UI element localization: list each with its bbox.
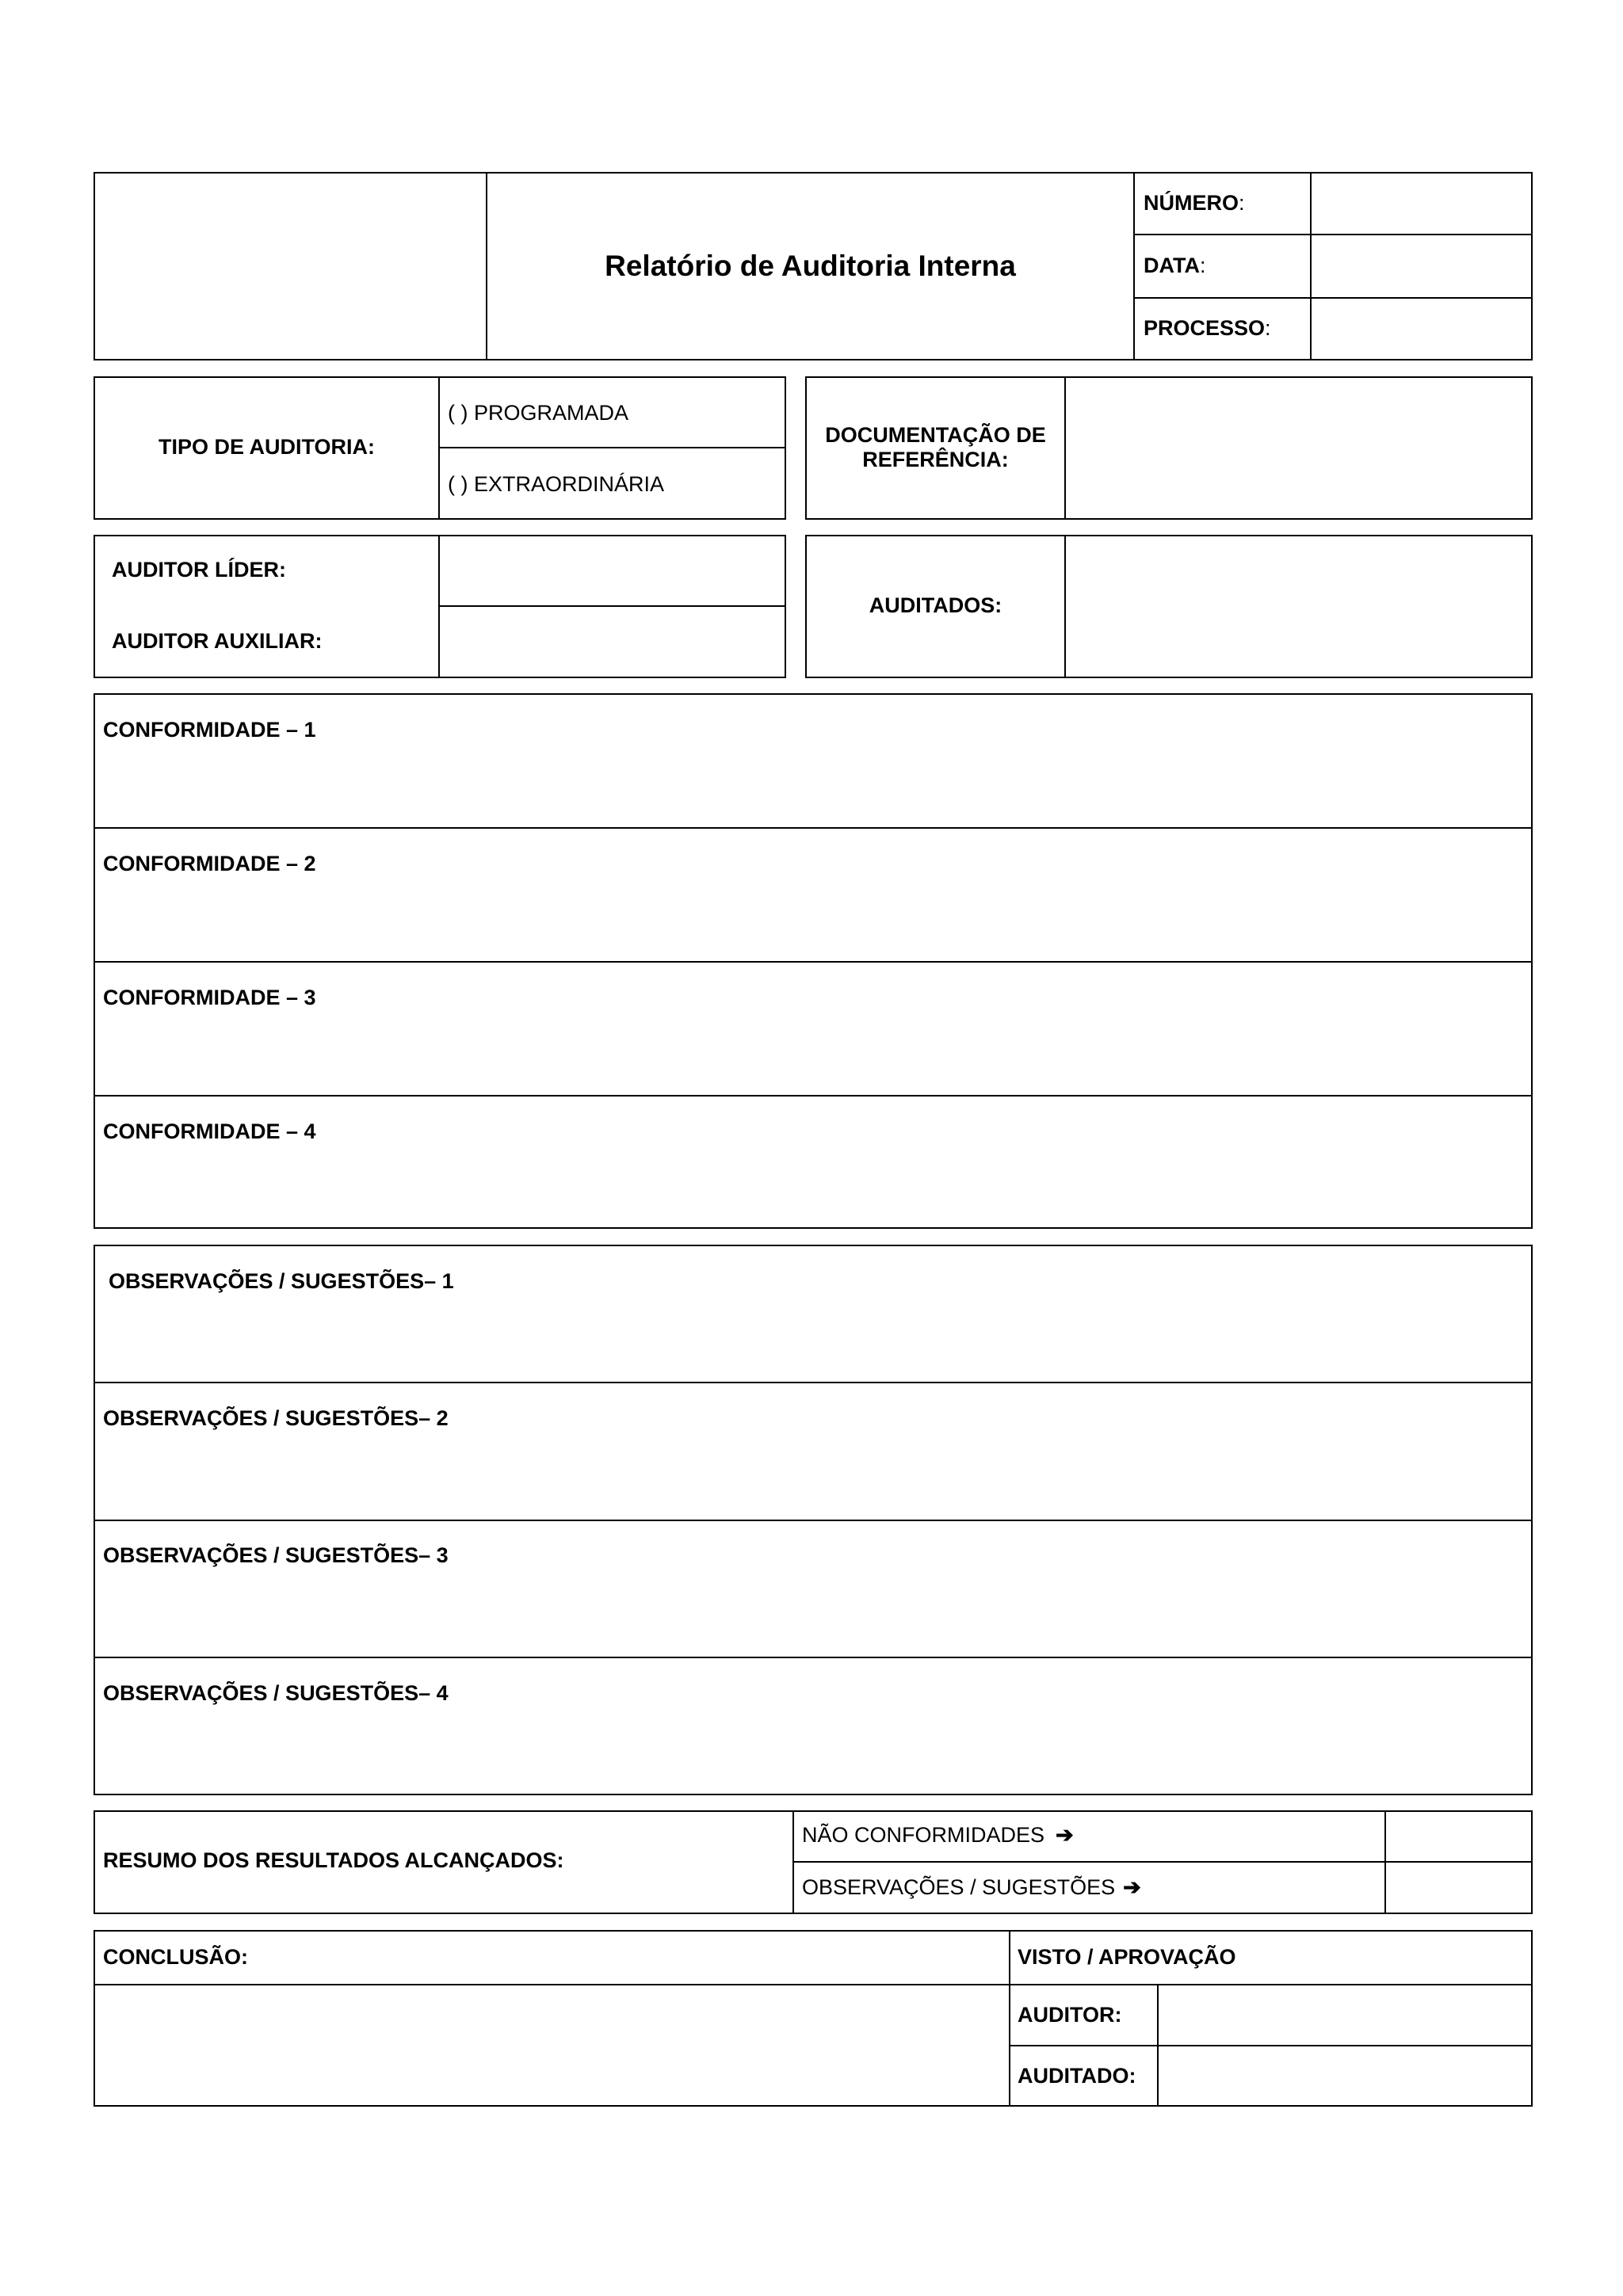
conformidade-divider: [94, 1095, 1533, 1097]
documentacao-label-line1: DOCUMENTAÇÃO DE: [825, 423, 1046, 447]
processo-field[interactable]: [1314, 301, 1529, 358]
observacao-divider: [94, 1657, 1533, 1658]
nao-conformidades-count-field[interactable]: [1388, 1814, 1529, 1859]
header-row-divider: [1133, 234, 1533, 235]
processo-label-colon: :: [1265, 316, 1271, 340]
observacao-3-field[interactable]: [97, 1574, 1529, 1654]
documentacao-divider: [1064, 376, 1066, 520]
header-divider: [1310, 172, 1312, 360]
header-divider: [1133, 172, 1135, 360]
conformidade-2-label: CONFORMIDADE – 2: [103, 852, 316, 875]
nao-conformidades-label: NÃO CONFORMIDADES: [802, 1823, 1045, 1847]
conclusao-row-divider: [94, 1984, 1533, 1985]
numero-label: [1144, 190, 1245, 215]
observacao-divider: [94, 1382, 1533, 1383]
auditores-row-divider: [438, 605, 786, 607]
numero-field[interactable]: [1314, 176, 1529, 233]
auditor-auxiliar-label: AUDITOR AUXILIAR:: [112, 629, 323, 653]
resumo-row-divider: [792, 1861, 1533, 1863]
observacao-2-field[interactable]: [97, 1437, 1529, 1517]
resumo-label: RESUMO DOS RESULTADOS ALCANÇADOS:: [103, 1848, 564, 1872]
option-extraordinaria[interactable]: ( ) EXTRAORDINÁRIA: [448, 472, 665, 496]
arrow-right-icon: ➔: [1056, 1823, 1074, 1847]
observacoes-count-field[interactable]: [1388, 1865, 1529, 1911]
numero-label-text: NÚMERO: [1144, 191, 1239, 215]
conclusao-field[interactable]: [97, 1988, 1006, 2103]
documentacao-field[interactable]: [1068, 380, 1529, 517]
observacoes-sugestoes-row: [802, 1875, 1141, 1900]
conclusao-label: CONCLUSÃO:: [103, 1945, 248, 1969]
observacao-1-field[interactable]: [97, 1300, 1529, 1379]
numero-label-colon: :: [1239, 191, 1245, 215]
observacao-4-label: OBSERVAÇÕES / SUGESTÕES– 4: [103, 1681, 449, 1705]
option-programada[interactable]: ( ) PROGRAMADA: [448, 401, 629, 425]
observacao-4-field[interactable]: [97, 1712, 1529, 1792]
observacao-1-label: OBSERVAÇÕES / SUGESTÕES– 1: [109, 1269, 454, 1293]
observacao-divider: [94, 1520, 1533, 1521]
auditados-label: AUDITADOS:: [869, 593, 1002, 617]
conclusao-divider: [1009, 1930, 1010, 2107]
conformidade-4-field[interactable]: [97, 1150, 1529, 1226]
conformidade-2-field[interactable]: [97, 883, 1529, 959]
tipo-auditoria-label: TIPO DE AUDITORIA:: [158, 435, 375, 459]
auditor-signature-field[interactable]: [1161, 1988, 1529, 2043]
processo-label-text: PROCESSO: [1144, 316, 1266, 340]
auditado-label: AUDITADO:: [1018, 2064, 1136, 2088]
data-field[interactable]: [1314, 238, 1529, 296]
page-title: Relatório de Auditoria Interna: [605, 250, 1016, 282]
data-label-text: DATA: [1144, 254, 1200, 277]
logo-area: [95, 174, 484, 359]
observacao-3-label: OBSERVAÇÕES / SUGESTÕES– 3: [103, 1543, 449, 1567]
data-label: [1144, 253, 1206, 278]
auditor-lider-field[interactable]: [442, 539, 783, 604]
processo-label: [1144, 315, 1271, 341]
auditor-lider-label: AUDITOR LÍDER:: [112, 558, 286, 582]
auditado-signature-field[interactable]: [1161, 2049, 1529, 2103]
nao-conformidades-row: [802, 1822, 1074, 1848]
conformidade-3-field[interactable]: [97, 1016, 1529, 1093]
visto-row-divider: [1009, 2045, 1533, 2046]
observacao-2-label: OBSERVAÇÕES / SUGESTÕES– 2: [103, 1406, 449, 1430]
conformidade-4-label: CONFORMIDADE – 4: [103, 1119, 316, 1143]
auditor-label: AUDITOR:: [1018, 2003, 1122, 2027]
auditor-auxiliar-field[interactable]: [442, 609, 783, 675]
tipo-row-divider: [438, 447, 786, 448]
data-label-colon: :: [1199, 254, 1206, 277]
visto-aprovacao-label: VISTO / APROVAÇÃO: [1018, 1945, 1236, 1969]
header-row-divider: [1133, 297, 1533, 299]
observacoes-sugestoes-label: OBSERVAÇÕES / SUGESTÕES: [802, 1875, 1116, 1899]
conformidade-divider: [94, 827, 1533, 829]
arrow-right-icon: ➔: [1123, 1875, 1141, 1899]
conformidade-1-field[interactable]: [97, 749, 1529, 825]
conformidade-1-label: CONFORMIDADE – 1: [103, 718, 316, 742]
conformidade-divider: [94, 961, 1533, 963]
documentacao-label-line2: REFERÊNCIA:: [862, 448, 1009, 471]
auditados-divider: [1064, 535, 1066, 678]
conformidade-3-label: CONFORMIDADE – 3: [103, 986, 316, 1009]
auditados-field[interactable]: [1068, 539, 1529, 675]
